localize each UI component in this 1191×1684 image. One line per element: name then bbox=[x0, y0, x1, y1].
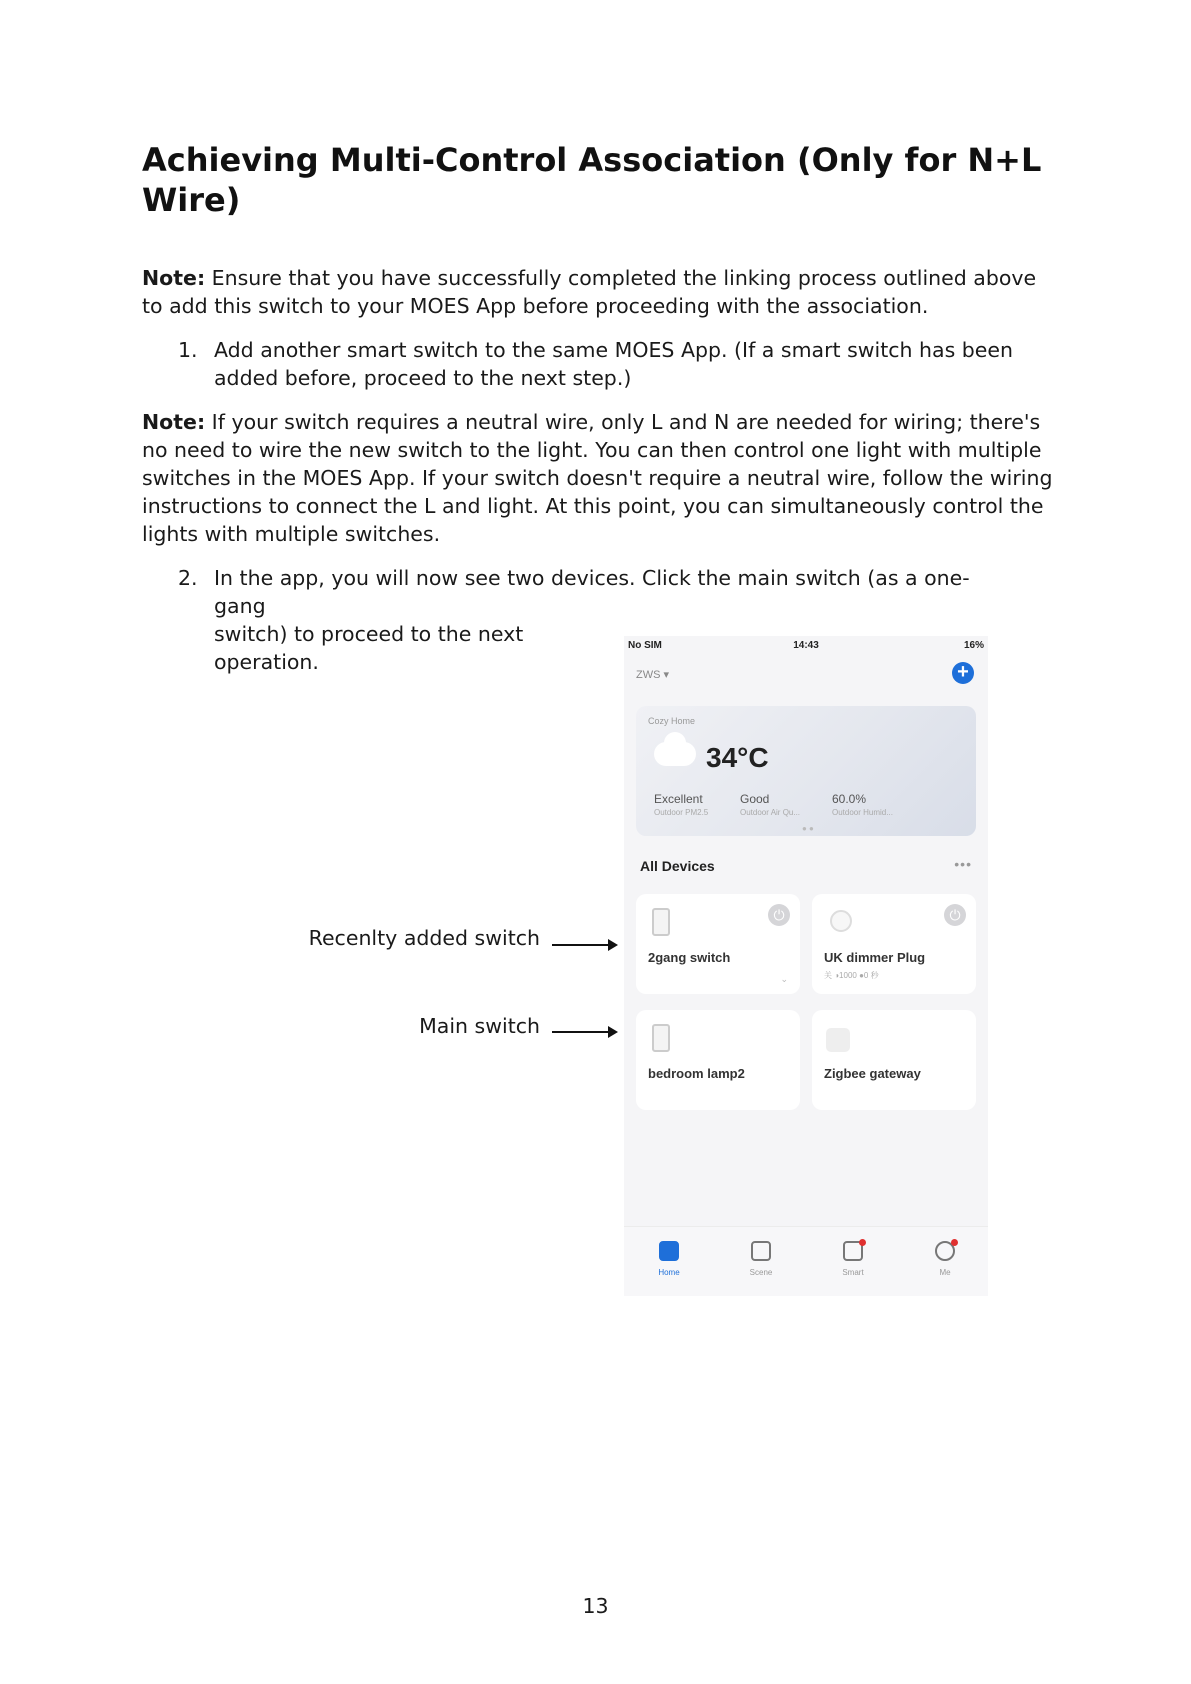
tab-home[interactable] bbox=[639, 1241, 699, 1277]
tab-label: Smart bbox=[842, 1268, 864, 1277]
weather-stat-label: Outdoor Air Qu... bbox=[740, 808, 801, 817]
cloud-icon bbox=[654, 742, 696, 766]
caret-down-icon: ▾ bbox=[663, 669, 670, 681]
plus-icon: + bbox=[957, 661, 969, 683]
step-number: 1. bbox=[178, 338, 198, 362]
weather-stat-label: Outdoor Humid... bbox=[832, 808, 893, 817]
callout-main-switch: Main switch bbox=[419, 1014, 540, 1038]
device-name: Zigbee gateway bbox=[824, 1066, 921, 1081]
plug-icon bbox=[830, 910, 852, 932]
weather-stat bbox=[740, 792, 800, 817]
notification-dot bbox=[951, 1239, 958, 1246]
chevron-down-icon[interactable]: ⌄ bbox=[780, 974, 788, 984]
app-screenshot bbox=[624, 636, 988, 1296]
step-text-line-1: In the app, you will now see two devices. Click the main switch (as a one-gang bbox=[214, 566, 970, 618]
home-selector-label: ZWS bbox=[636, 669, 661, 681]
switch-icon bbox=[652, 1024, 670, 1052]
tab-label: Home bbox=[658, 1268, 680, 1277]
device-status: 关 ◑1000 ●0 秒 bbox=[824, 971, 879, 980]
step-1 bbox=[142, 336, 1062, 392]
callout-recent-switch: Recenlty added switch bbox=[308, 926, 540, 950]
device-card-zigbee-gateway[interactable] bbox=[812, 1010, 976, 1110]
battery-text: 16% bbox=[963, 640, 984, 651]
note-text: Ensure that you have successfully completed the linking process outlined above to add this switch to your MOES App before proceeding with the association. bbox=[142, 266, 1037, 318]
step-text-line-2: switch) to proceed to the next bbox=[214, 622, 524, 646]
weather-stat bbox=[654, 792, 708, 817]
callout-arrow bbox=[552, 944, 616, 946]
weather-stat-value: 60.0% bbox=[832, 792, 867, 806]
device-card-2gang-switch[interactable] bbox=[636, 894, 800, 994]
tab-scene[interactable] bbox=[731, 1241, 791, 1277]
carousel-dots: ● ● bbox=[802, 824, 814, 833]
device-card-uk-dimmer-plug[interactable] bbox=[812, 894, 976, 994]
weather-card[interactable] bbox=[636, 706, 976, 836]
home-selector[interactable] bbox=[636, 668, 669, 681]
all-devices-title: All Devices bbox=[640, 858, 715, 874]
scene-icon bbox=[751, 1241, 771, 1261]
weather-stat bbox=[832, 792, 893, 817]
tab-label: Scene bbox=[749, 1268, 773, 1277]
more-icon[interactable]: ••• bbox=[954, 856, 972, 872]
weather-stat-value: Good bbox=[740, 792, 770, 806]
gateway-icon bbox=[826, 1028, 850, 1052]
add-device-button[interactable] bbox=[952, 662, 974, 684]
tab-me[interactable] bbox=[915, 1241, 975, 1277]
step-number: 2. bbox=[178, 566, 198, 590]
carrier-text: No SIM bbox=[628, 640, 662, 651]
weather-stat-value: Excellent bbox=[654, 792, 703, 806]
switch-icon bbox=[652, 908, 670, 936]
home-icon bbox=[659, 1241, 679, 1261]
device-name: bedroom lamp2 bbox=[648, 1066, 745, 1081]
notification-dot bbox=[859, 1239, 866, 1246]
device-name: UK dimmer Plug bbox=[824, 950, 926, 965]
status-bar bbox=[624, 636, 988, 658]
device-card-bedroom-lamp2[interactable] bbox=[636, 1010, 800, 1110]
note-text: If your switch requires a neutral wire, only L and N are needed for wiring; there's no need to wire the new switch to the light. You can then control one light with multiple switches in the MOES App. If your switch doesn't require a neutral wire, follow the wiring instructions to connect the L and light. At this point, you can simultaneously control the lights with multiple switches. bbox=[142, 410, 1053, 546]
clock-text: 14:43 bbox=[793, 640, 819, 651]
tab-label: Me bbox=[939, 1268, 951, 1277]
callout-arrow bbox=[552, 1031, 616, 1033]
page-number: 13 bbox=[582, 1594, 609, 1618]
power-icon[interactable]: ⏻ bbox=[768, 904, 790, 926]
step-text-line-3: operation. bbox=[214, 650, 319, 674]
tab-smart[interactable] bbox=[823, 1241, 883, 1277]
note-label: Note: bbox=[142, 266, 206, 290]
note-paragraph-2 bbox=[142, 408, 1062, 548]
device-name: 2gang switch bbox=[648, 950, 731, 965]
page-title: Achieving Multi-Control Association (Only for N+L Wire) bbox=[142, 141, 1042, 219]
temperature: 34°C bbox=[706, 742, 769, 773]
home-name: Cozy Home bbox=[648, 716, 696, 726]
power-icon[interactable]: ⏻ bbox=[944, 904, 966, 926]
tab-bar bbox=[624, 1226, 988, 1296]
note-paragraph-1 bbox=[142, 264, 1062, 320]
weather-stat-label: Outdoor PM2.5 bbox=[654, 808, 709, 817]
step-text: Add another smart switch to the same MOES App. (If a smart switch has been added before, proceed to the next step.) bbox=[214, 338, 1014, 390]
note-label: Note: bbox=[142, 410, 206, 434]
